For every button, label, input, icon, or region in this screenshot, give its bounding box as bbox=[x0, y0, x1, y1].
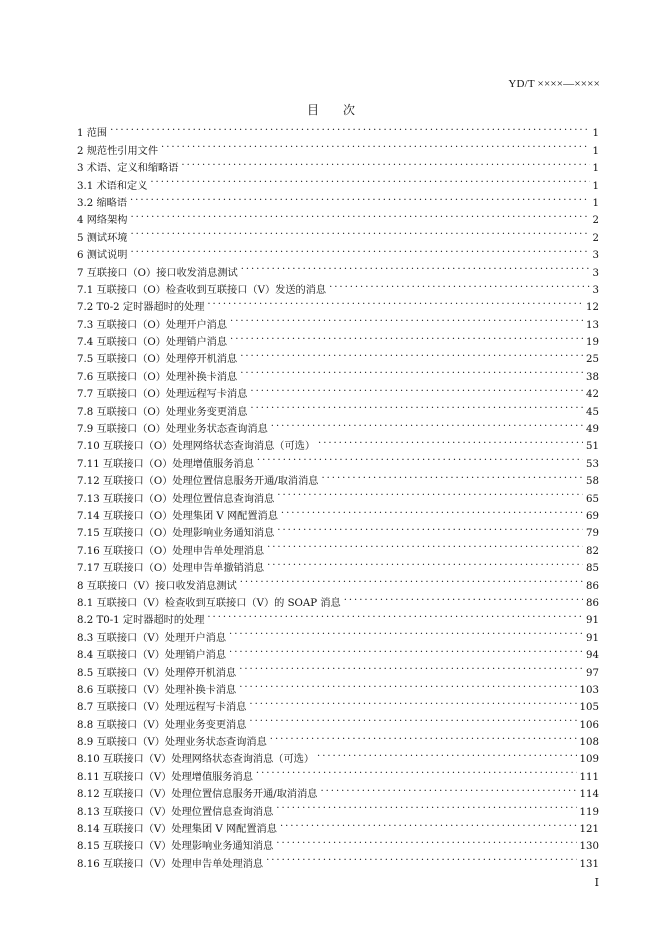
toc-leader-dots bbox=[240, 362, 583, 379]
toc-entry-label: 3 术语、定义和缩略语 bbox=[77, 163, 179, 175]
toc-leader-dots bbox=[130, 189, 590, 206]
toc-entry-label: 7.10 互联接口（O）处理网络状态查询消息（可选） bbox=[77, 441, 316, 453]
toc-entry-label: 8.3 互联接口（V）处理开户消息 bbox=[77, 632, 227, 644]
toc-leader-dots bbox=[277, 484, 583, 501]
toc-entry-page: 82 bbox=[586, 545, 599, 557]
toc-entry-label: 8.12 互联接口（V）处理位置信息服务开通/取消消息 bbox=[77, 789, 318, 801]
toc-entry-page: 3 bbox=[592, 250, 599, 262]
toc-entry-label: 7.7 互联接口（O）处理远程写卡消息 bbox=[77, 389, 248, 401]
toc-entry-page: 108 bbox=[579, 737, 599, 749]
toc-entry[interactable] bbox=[77, 171, 599, 192]
toc-entry-page: 109 bbox=[579, 754, 599, 766]
toc-entry[interactable] bbox=[77, 119, 599, 140]
toc-entry-label: 8.4 互联接口（V）处理销户消息 bbox=[77, 650, 227, 662]
toc-entry-page: 2 bbox=[592, 232, 599, 244]
toc-entry-label: 2 规范性引用文件 bbox=[77, 145, 159, 157]
toc-entry-page: 119 bbox=[579, 806, 599, 818]
toc-entry-page: 2 bbox=[592, 215, 599, 227]
toc-entry-label: 7.17 互联接口（O）处理申告单撤销消息 bbox=[77, 563, 265, 575]
toc-leader-dots bbox=[181, 154, 589, 171]
toc-entry-label: 5 测试环境 bbox=[77, 232, 128, 244]
toc-entry-label: 7 互联接口（O）接口收发消息测试 bbox=[77, 267, 238, 279]
toc-entry-page: 105 bbox=[579, 702, 599, 714]
toc-entry-label: 3.2 缩略语 bbox=[77, 197, 128, 209]
toc-entry-page: 38 bbox=[586, 371, 599, 383]
toc-leader-dots bbox=[207, 293, 583, 310]
toc-entry-page: 25 bbox=[586, 354, 599, 366]
toc-entry-page: 51 bbox=[586, 441, 599, 453]
toc-entry-page: 1 bbox=[592, 180, 599, 192]
toc-entry-label: 7.9 互联接口（O）处理业务状态查询消息 bbox=[77, 424, 268, 436]
toc-entry-label: 8.9 互联接口（V）处理业务状态查询消息 bbox=[77, 737, 267, 749]
toc-leader-dots bbox=[276, 832, 576, 849]
toc-entry-page: 49 bbox=[586, 424, 599, 436]
toc-leader-dots bbox=[249, 710, 576, 727]
toc-entry-label: 8.15 互联接口（V）处理影响业务通知消息 bbox=[77, 841, 274, 853]
toc-entry-page: 12 bbox=[586, 302, 599, 314]
toc-entry-label: 7.5 互联接口（O）处理停开机消息 bbox=[77, 354, 238, 366]
toc-entry-page: 106 bbox=[579, 719, 599, 731]
toc-leader-dots bbox=[267, 554, 583, 571]
toc-leader-dots bbox=[130, 206, 589, 223]
page-title: 目次 bbox=[306, 103, 379, 117]
toc-entry-label: 7.1 互联接口（O）检查收到互联接口（V）发送的消息 bbox=[77, 284, 327, 296]
toc-entry-page: 3 bbox=[592, 267, 599, 279]
toc-entry-page: 130 bbox=[579, 841, 599, 853]
toc-entry-label: 8.16 互联接口（V）处理申告单处理消息 bbox=[77, 858, 264, 870]
toc-entry-label: 1 范围 bbox=[77, 128, 108, 140]
toc-entry-label: 7.8 互联接口（O）处理业务变更消息 bbox=[77, 406, 248, 418]
toc-entry-label: 8.8 互联接口（V）处理业务变更消息 bbox=[77, 719, 247, 731]
toc-entry-page: 58 bbox=[586, 476, 599, 488]
toc-leader-dots bbox=[321, 467, 583, 484]
toc-entry-page: 13 bbox=[586, 319, 599, 331]
toc-leader-dots bbox=[271, 415, 583, 432]
toc-entry[interactable] bbox=[77, 206, 599, 227]
toc-entry-page: 1 bbox=[592, 163, 599, 175]
toc-leader-dots bbox=[239, 658, 583, 675]
toc-entry-label: 8.2 T0-1 定时器超时的处理 bbox=[77, 615, 205, 627]
toc-leader-dots bbox=[130, 241, 589, 258]
toc-leader-dots bbox=[207, 606, 583, 623]
toc-entry-page: 111 bbox=[579, 771, 599, 783]
toc-leader-dots bbox=[256, 762, 577, 779]
toc-entry-label: 8.6 互联接口（V）处理补换卡消息 bbox=[77, 684, 237, 696]
toc-leader-dots bbox=[229, 641, 583, 658]
toc-leader-dots bbox=[130, 223, 589, 240]
toc-leader-dots bbox=[150, 171, 589, 188]
toc-entry-label: 7.14 互联接口（O）处理集团 V 网配置消息 bbox=[77, 510, 278, 522]
toc-leader-dots bbox=[239, 676, 576, 693]
toc-entry-page: 121 bbox=[579, 824, 599, 836]
toc-entry-page: 3 bbox=[592, 284, 599, 296]
toc-entry-page: 91 bbox=[586, 615, 599, 627]
toc-entry-label: 8.11 互联接口（V）处理增值服务消息 bbox=[77, 771, 253, 783]
toc-entry-label: 8.10 互联接口（V）处理网络状态查询消息（可选） bbox=[77, 754, 315, 766]
toc-entry-label: 7.16 互联接口（O）处理申告单处理消息 bbox=[77, 545, 265, 557]
toc-leader-dots bbox=[230, 310, 583, 327]
toc-leader-dots bbox=[250, 397, 583, 414]
toc-entry-label: 6 测试说明 bbox=[77, 250, 128, 262]
toc-leader-dots bbox=[229, 623, 583, 640]
toc-entry-page: 91 bbox=[586, 632, 599, 644]
toc-leader-dots bbox=[277, 519, 583, 536]
toc-entry-page: 1 bbox=[592, 197, 599, 209]
toc-entry-label: 7.4 互联接口（O）处理销户消息 bbox=[77, 337, 228, 349]
toc-entry-label: 8.13 互联接口（V）处理位置信息查询消息 bbox=[77, 806, 274, 818]
toc-entry-label: 8.7 互联接口（V）处理远程写卡消息 bbox=[77, 702, 247, 714]
toc-leader-dots bbox=[276, 797, 576, 814]
toc-entry-page: 86 bbox=[586, 597, 599, 609]
toc-leader-dots bbox=[318, 432, 583, 449]
toc-entry-label: 8.1 互联接口（V）检查收到互联接口（V）的 SOAP 消息 bbox=[77, 597, 341, 609]
toc-entry-label: 7.3 互联接口（O）处理开户消息 bbox=[77, 319, 228, 331]
toc-entry-page: 86 bbox=[586, 580, 599, 592]
table-of-contents bbox=[77, 119, 599, 870]
toc-leader-dots bbox=[240, 345, 583, 362]
toc-leader-dots bbox=[110, 119, 589, 136]
document-number-header: YD/T ××××—×××× bbox=[508, 78, 600, 90]
toc-entry[interactable] bbox=[77, 136, 599, 157]
toc-leader-dots bbox=[267, 536, 583, 553]
toc-leader-dots bbox=[320, 780, 576, 797]
toc-entry-page: 1 bbox=[592, 145, 599, 157]
toc-leader-dots bbox=[250, 380, 583, 397]
toc-entry-label: 8 互联接口（V）接口收发消息测试 bbox=[77, 580, 237, 592]
toc-entry-page: 103 bbox=[579, 684, 599, 696]
toc-entry-label: 3.1 术语和定义 bbox=[77, 180, 148, 192]
toc-leader-dots bbox=[241, 258, 590, 275]
toc-leader-dots bbox=[230, 328, 583, 345]
toc-entry-page: 114 bbox=[579, 789, 599, 801]
toc-entry-page: 53 bbox=[586, 458, 599, 470]
toc-leader-dots bbox=[281, 502, 583, 519]
toc-leader-dots bbox=[240, 571, 583, 588]
toc-entry[interactable] bbox=[77, 241, 599, 262]
toc-entry-page: 1 bbox=[592, 128, 599, 140]
toc-entry-page: 19 bbox=[586, 337, 599, 349]
toc-entry-label: 8.5 互联接口（V）处理停开机消息 bbox=[77, 667, 237, 679]
toc-leader-dots bbox=[249, 693, 576, 710]
toc-entry-page: 65 bbox=[586, 493, 599, 505]
toc-entry-label: 8.14 互联接口（V）处理集团 V 网配置消息 bbox=[77, 824, 277, 836]
toc-entry-label: 7.13 互联接口（O）处理位置信息查询消息 bbox=[77, 493, 275, 505]
toc-entry-page: 42 bbox=[586, 389, 599, 401]
toc-leader-dots bbox=[257, 449, 583, 466]
toc-entry-page: 69 bbox=[586, 510, 599, 522]
toc-leader-dots bbox=[270, 728, 577, 745]
toc-entry-label: 7.2 T0-2 定时器超时的处理 bbox=[77, 302, 205, 314]
toc-leader-dots bbox=[329, 276, 589, 293]
toc-entry-label: 7.11 互联接口（O）处理增值服务消息 bbox=[77, 458, 254, 470]
toc-leader-dots bbox=[317, 745, 577, 762]
toc-leader-dots bbox=[280, 815, 577, 832]
toc-leader-dots bbox=[161, 136, 589, 153]
toc-entry[interactable] bbox=[77, 258, 599, 279]
toc-entry-page: 94 bbox=[586, 650, 599, 662]
toc-entry-label: 7.12 互联接口（O）处理位置信息服务开通/取消消息 bbox=[77, 476, 319, 488]
toc-entry-page: 85 bbox=[586, 563, 599, 575]
toc-entry-page: 45 bbox=[586, 406, 599, 418]
toc-entry-page: 97 bbox=[586, 667, 599, 679]
page-number-footer: I bbox=[594, 876, 599, 889]
toc-leader-dots bbox=[266, 849, 576, 866]
toc-entry-label: 7.6 互联接口（O）处理补换卡消息 bbox=[77, 371, 238, 383]
toc-entry-label: 7.15 互联接口（O）处理影响业务通知消息 bbox=[77, 528, 275, 540]
toc-leader-dots bbox=[344, 589, 583, 606]
toc-entry-page: 131 bbox=[579, 858, 599, 870]
toc-entry-label: 4 网络架构 bbox=[77, 215, 128, 227]
toc-entry[interactable] bbox=[77, 189, 599, 209]
toc-entry[interactable] bbox=[77, 223, 599, 244]
toc-entry-page: 79 bbox=[586, 528, 599, 540]
